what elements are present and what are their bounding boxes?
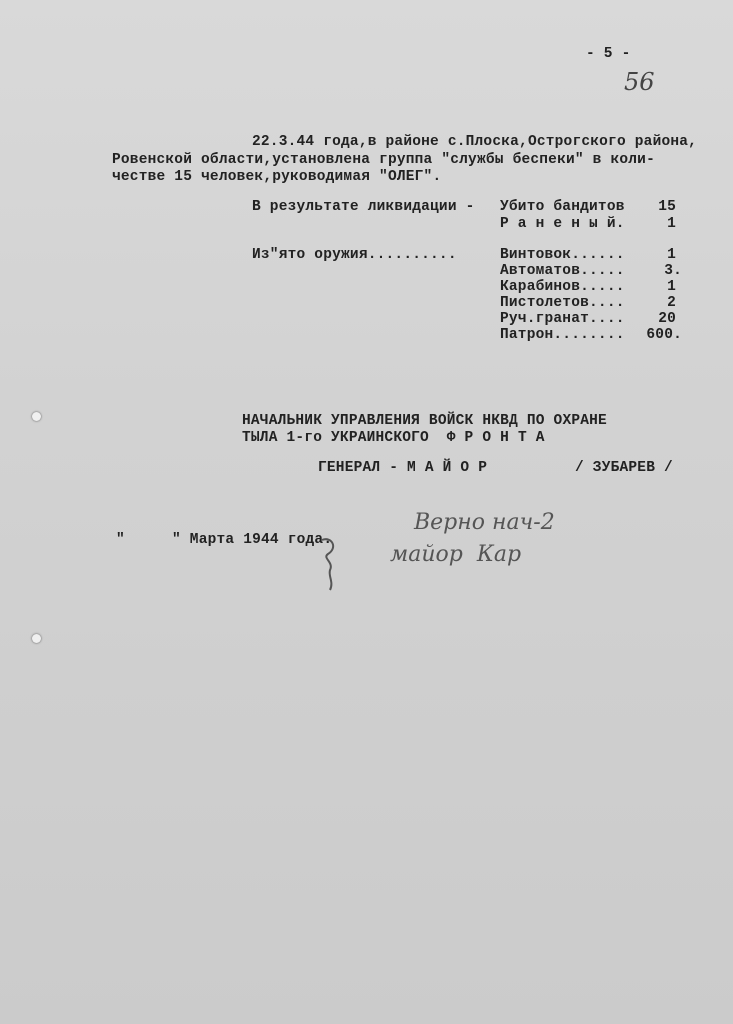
weapon-item: Пистолетов.... bbox=[500, 295, 625, 311]
liquidation-label: В результате ликвидации - bbox=[252, 199, 475, 215]
weapon-value: 20 bbox=[658, 311, 676, 327]
handwritten-signature-mark bbox=[316, 526, 346, 596]
punch-hole bbox=[32, 634, 41, 643]
weapon-item: Винтовок...... bbox=[500, 247, 625, 263]
weapon-value: 3. bbox=[664, 263, 682, 279]
liquidation-item: Р а н е н ы й. bbox=[500, 216, 625, 232]
weapon-value: 2 bbox=[667, 295, 676, 311]
weapon-value: 1 bbox=[667, 279, 676, 295]
signature-name: / ЗУБАРЕВ / bbox=[575, 460, 673, 476]
liquidation-value: 1 bbox=[667, 216, 676, 232]
handwritten-note: Верно нач-2 bbox=[414, 510, 555, 535]
date-quote: " bbox=[116, 532, 125, 548]
weapon-item: Карабинов..... bbox=[500, 279, 625, 295]
weapons-label: Из"ято оружия.......... bbox=[252, 247, 457, 263]
weapon-item: Автоматов..... bbox=[500, 263, 625, 279]
archive-number: 56 bbox=[624, 68, 655, 96]
signature-title-line: НАЧАЛЬНИК УПРАВЛЕНИЯ ВОЙСК НКВД ПО ОХРАНЕ bbox=[242, 413, 607, 429]
date-line: " Марта 1944 года. bbox=[172, 532, 333, 548]
weapon-item: Руч.гранат.... bbox=[500, 311, 625, 327]
liquidation-value: 15 bbox=[658, 199, 676, 215]
paragraph-line: 22.3.44 года,в районе с.Плоска,Острогского района, bbox=[252, 134, 698, 150]
paragraph-line: честве 15 человек,руководимая "ОЛЕГ". bbox=[112, 169, 442, 185]
weapon-item: Патрон........ bbox=[500, 327, 625, 343]
weapon-value: 1 bbox=[667, 247, 676, 263]
punch-hole bbox=[32, 412, 41, 421]
liquidation-item: Убито бандитов bbox=[500, 199, 625, 215]
paragraph-line: Ровенской области,установлена группа "службы беспеки" в коли- bbox=[112, 152, 655, 168]
page-number: - 5 - bbox=[586, 46, 631, 62]
signature-rank: ГЕНЕРАЛ - М А Й О Р bbox=[318, 460, 488, 476]
signature-title-line: ТЫЛА 1-го УКРАИНСКОГО Ф Р О Н Т А bbox=[242, 430, 545, 446]
weapon-value: 600. bbox=[646, 327, 682, 343]
handwritten-note: майор Кар bbox=[390, 542, 522, 567]
